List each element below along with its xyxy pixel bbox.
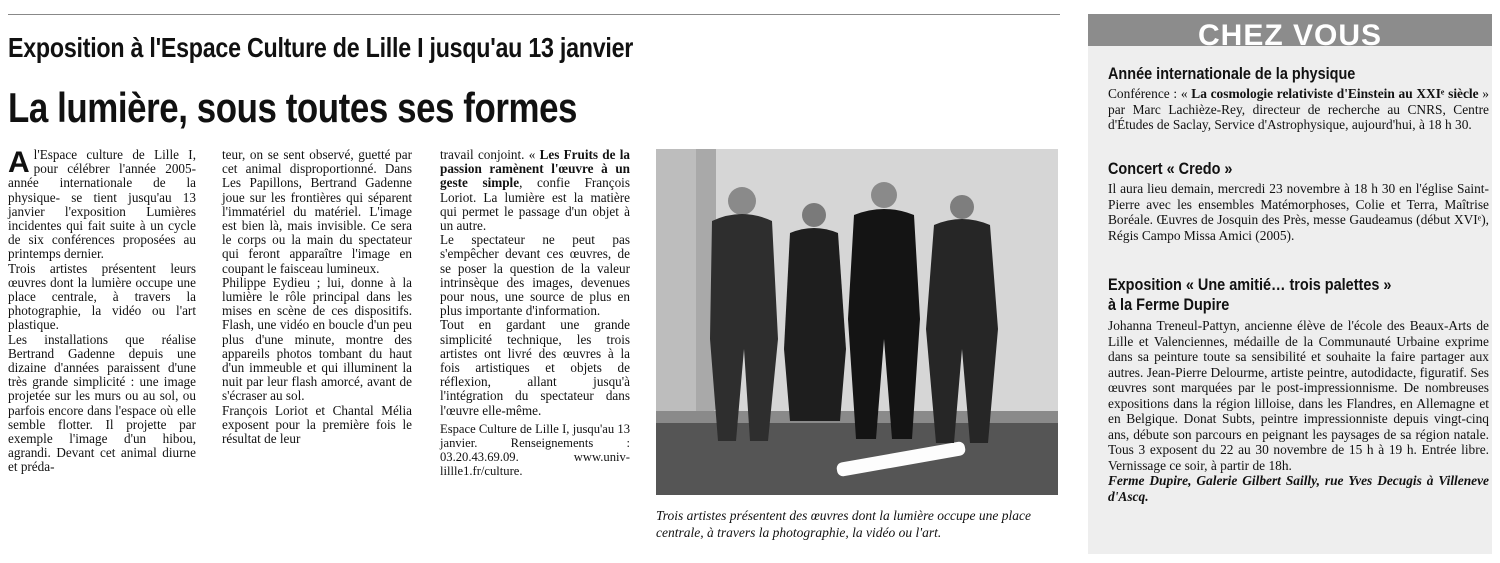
conference-title: La cosmologie relativiste d'Einstein au XXIᵉ siècle: [1191, 86, 1479, 101]
lead-paragraph: Al'Espace culture de Lille I, pour célébrer l'année 2005- année internationale de la physique- se tient jusqu'au 13 janvier l'exposition Lumières incidentes qui fait suite à un cycle de six conférences proposées au printemps dernier.: [8, 146, 196, 262]
paragraph: travail conjoint. « Les Fruits de la passion ramènent l'œuvre à un geste simple, confie François Loriot. La lumière est la matière qui permet le passage d'un objet à un autre.: [440, 147, 630, 234]
photo-caption: Trois artistes présentent des œuvres dont la lumière occupe une place centrale, à travers la photographie, la vidéo ou l'art.: [656, 508, 1031, 540]
drop-cap: A: [8, 146, 30, 179]
pull-quote: Les Fruits de la passion ramènent l'œuvre à un geste simple: [440, 147, 630, 191]
article-column-2: [222, 148, 412, 446]
paragraph: François Loriot et Chantal Mélia exposent pour la première fois le résultat de leur: [222, 402, 412, 447]
sidebar-title: CHEZ VOUS: [1197, 19, 1383, 46]
brief-title: Exposition « Une amitié… trois palettes »: [1108, 275, 1392, 294]
contact-info: Espace Culture de Lille I, jusqu'au 13 janvier. Renseignements : 03.20.43.69.09. www.univ-lillle1.fr/culture.: [440, 421, 630, 479]
brief-body: Conférence : « La cosmologie relativiste d'Einstein au XXIᵉ siècle » par Marc Lachièze-Rey, directeur de recherche au CNRS, Centre d'Études de Saclay, Service d'Astrophysique, aujourd'hui, à 18 h 30.: [1108, 86, 1489, 132]
article-column-3: [440, 148, 630, 479]
paragraph: Les installations que réalise Bertrand Gadenne depuis une dizaine d'années paraissent d'une très grande simplicité : une image projetée sur les murs ou au sol, ou parfois encore dans l'espace où elle semble flotter. Il projette par exemple l'image d'un hibou, agrandi. Devant cet animal diurne et préda-: [8, 331, 196, 475]
brief-body: Il aura lieu demain, mercredi 23 novembre à 18 h 30 en l'église Saint-Pierre avec les ensembles Matémorphoses, Colie et Terra, Maîtrise Boréale. Œuvres de Josquin des Près, messe Gaudeamus (début XVIᵉ), Régis Campo Missa Amici (2005).: [1108, 181, 1489, 243]
article-kicker: Exposition à l'Espace Culture de Lille I jusqu'au 13 janvier: [8, 32, 634, 63]
paragraph: teur, on se sent observé, guetté par cet animal disproportionné. Dans Les Papillons, Bertrand Gadenne joue sur les frontières qui séparent l'immatériel du matériel. L'image est bien là, mais invisible. Ce sera le corps ou la main du spectateur qui feront apparaître l'image en coupant le faisceau lumineux.: [222, 147, 412, 276]
brief-title: Année internationale de la physique: [1108, 64, 1356, 83]
article-headline: La lumière, sous toutes ses formes: [8, 84, 578, 131]
paragraph: Philippe Eydieu ; lui, donne à la lumière le rôle principal dans les mises en scène de ces dispositifs. Flash, une vidéo en boucle d'un peu plus d'une minute, montre des appareils photos tombant du haut d'un immeuble et qui illuminent la nuit par leur flash amorcé, avant de s'écraser au sol.: [222, 274, 412, 404]
venue-info: Ferme Dupire, Galerie Gilbert Sailly, rue Yves Decugis à Villeneve d'Ascq.: [1108, 473, 1489, 504]
article-column-1: [8, 148, 196, 475]
brief-title: Concert « Credo »: [1108, 159, 1233, 178]
top-rule: [8, 14, 1060, 15]
photo-illustration: [656, 149, 1058, 495]
paragraph: Tout en gardant une grande simplicité technique, les trois artistes ont livré des œuvres à la fois artistiques et objets de réflexion, allant jusqu'à l'intégration du spectateur dans l'œuvre elle-même.: [440, 317, 630, 418]
article-photo: [656, 149, 1058, 495]
paragraph: Le spectateur ne peut pas s'empêcher devant ces œuvres, de se poser la question de la valeur intrinsèque des images, devenues pour nous, une source de plus en plus importante d'information.: [440, 232, 630, 319]
brief-body: Johanna Treneul-Pattyn, ancienne élève de l'école des Beaux-Arts de Lille et Valenciennes, médaille de la Communauté Urbaine exprime dans sa peinture toute sa sensibilité et souhaite la faire partager aux autres. Jean-Pierre Delourme, artiste peintre, autodidacte, figuratif. Ses œuvres sont marquées par le post-impressionnisme. De nombreuses expositions dans la région lilloise, dans les Flandres, en Allemagne et en Belgique. Donat Subts, peintre impressionniste depuis vingt-cinq ans, débute son parcours en peignant les paysages de sa région natale. Tous 3 exposent du 22 au 30 novembre de 15 h à 19 h. Entrée libre. Vernissage ce soir, à partir de 18h. Ferme Dupire, Galerie Gilbert Sailly, rue Yves Decugis à Villeneve d'Ascq.: [1108, 318, 1489, 504]
person-2: [784, 203, 846, 421]
paragraph: Trois artistes présentent leurs œuvres dont la lumière occupe une place centrale, à travers la photographie, la vidéo ou l'art plastique.: [8, 260, 196, 333]
brief-title-line-2: à la Ferme Dupire: [1108, 295, 1230, 314]
